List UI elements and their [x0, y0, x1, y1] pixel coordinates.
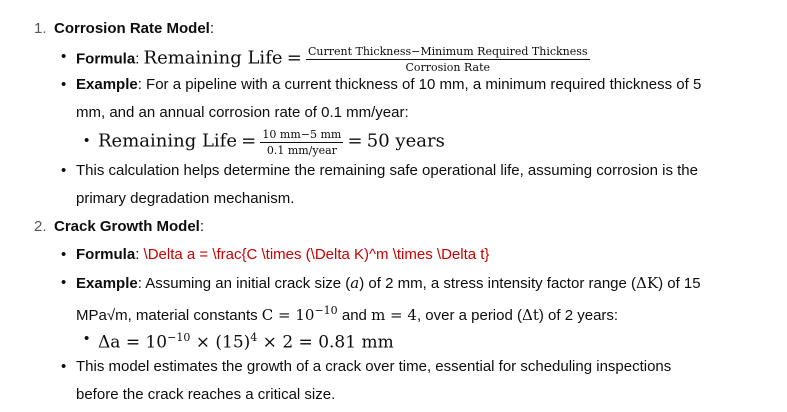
bullet: • [61, 274, 67, 291]
calc-result: 50 years [366, 130, 445, 152]
example-text: ) of 2 mm, a stress intensity factor range ( [359, 275, 637, 292]
formula-label: Formula [76, 246, 136, 263]
example-text: For a pipeline with a current thickness of 10 mm, a minimum required thickness of 5 [146, 76, 702, 93]
formula-line-1: Formula: Remaining Life = $\frac{\text{Current Thickness−Minimum Required Thickness}}{\text{Corrosion Rate}}$ [76, 45, 588, 74]
formula-label: Formula [76, 50, 136, 68]
note-line-4: before the crack reaches a critical size. [76, 386, 336, 403]
example-text: MPa√m, material constants [76, 307, 262, 324]
symbol-a: a [350, 274, 360, 292]
fraction-denominator: Corrosion Rate [405, 61, 491, 74]
note-line-1: This calculation helps determine the remaining safe operational life, assuming corrosion is the [76, 162, 698, 179]
example-label: Example [76, 76, 138, 93]
formula-lhs: Remaining Life [143, 47, 283, 69]
bullet: • [84, 132, 90, 149]
bullet: • [61, 76, 67, 93]
bullet: • [61, 162, 67, 179]
example-line-2: mm, and an annual corrosion rate of 0.1 mm/year: [76, 104, 409, 121]
example-line-4 [76, 301, 618, 326]
example-text: , over a period ( [416, 307, 522, 324]
item-title-text: Crack Growth Model [54, 218, 200, 235]
note-line-2: primary degradation mechanism. [76, 190, 295, 207]
example-text: ) of 15 [658, 275, 701, 292]
calc-lhs: Remaining Life [98, 130, 237, 152]
bullet: • [61, 246, 67, 263]
symbol-delta-t: Δt [522, 306, 539, 324]
item-title-crack: Crack Growth Model: [54, 218, 205, 235]
formula-raw-latex: \Delta a = \frac{C \times (\Delta K)^m \times \Delta t} [143, 246, 490, 263]
bullet: • [84, 330, 90, 347]
example-text: Assuming an initial crack size ( [145, 275, 351, 292]
fraction-numerator: Current Thickness−Minimum Required Thickness [307, 45, 588, 58]
example-line-1: Example: For a pipeline with a current thickness of 10 mm, a minimum required thickness of 5 [76, 76, 702, 93]
calc-line-2: $\Delta a = 10^{-10} \times (15)^4 \times 2 = 0.81$ mm [98, 331, 394, 353]
formula-line-2: Formula: \Delta a = \frac{C \times (\Delta K)^m \times \Delta t} [76, 246, 490, 263]
item-title-text: Corrosion Rate Model [54, 20, 210, 37]
calc-denominator: 0.1 mm/year [266, 144, 337, 157]
calc-numerator: 10 mm−5 mm [262, 128, 342, 141]
bullet: • [61, 48, 67, 65]
example-line-3: Example: Assuming an initial crack size (a) of 2 mm, a stress intensity factor range (ΔK) of 15 [76, 274, 701, 292]
symbol-c: $C = 10^{-10}$ [261, 304, 338, 324]
note-line-3: This model estimates the growth of a crack over time, essential for scheduling inspections [76, 358, 672, 375]
example-text: ) of 2 years: [538, 307, 619, 324]
formula-fraction [306, 45, 590, 74]
symbol-delta-k: ΔK [636, 274, 659, 292]
list-number-1: 1. [34, 20, 47, 37]
list-number-2: 2. [34, 218, 47, 235]
calc-line-1: Remaining Life = $\frac{10 mm-5 mm}{\text{0.1 mm/year}}$ = 50 years [98, 128, 445, 157]
symbol-m: m = 4 [371, 306, 417, 324]
example-text: and [337, 307, 372, 324]
item-title-corrosion: Corrosion Rate Model: [54, 20, 215, 37]
calc-fraction [260, 128, 343, 157]
example-label: Example [76, 275, 138, 292]
bullet: • [61, 358, 67, 375]
